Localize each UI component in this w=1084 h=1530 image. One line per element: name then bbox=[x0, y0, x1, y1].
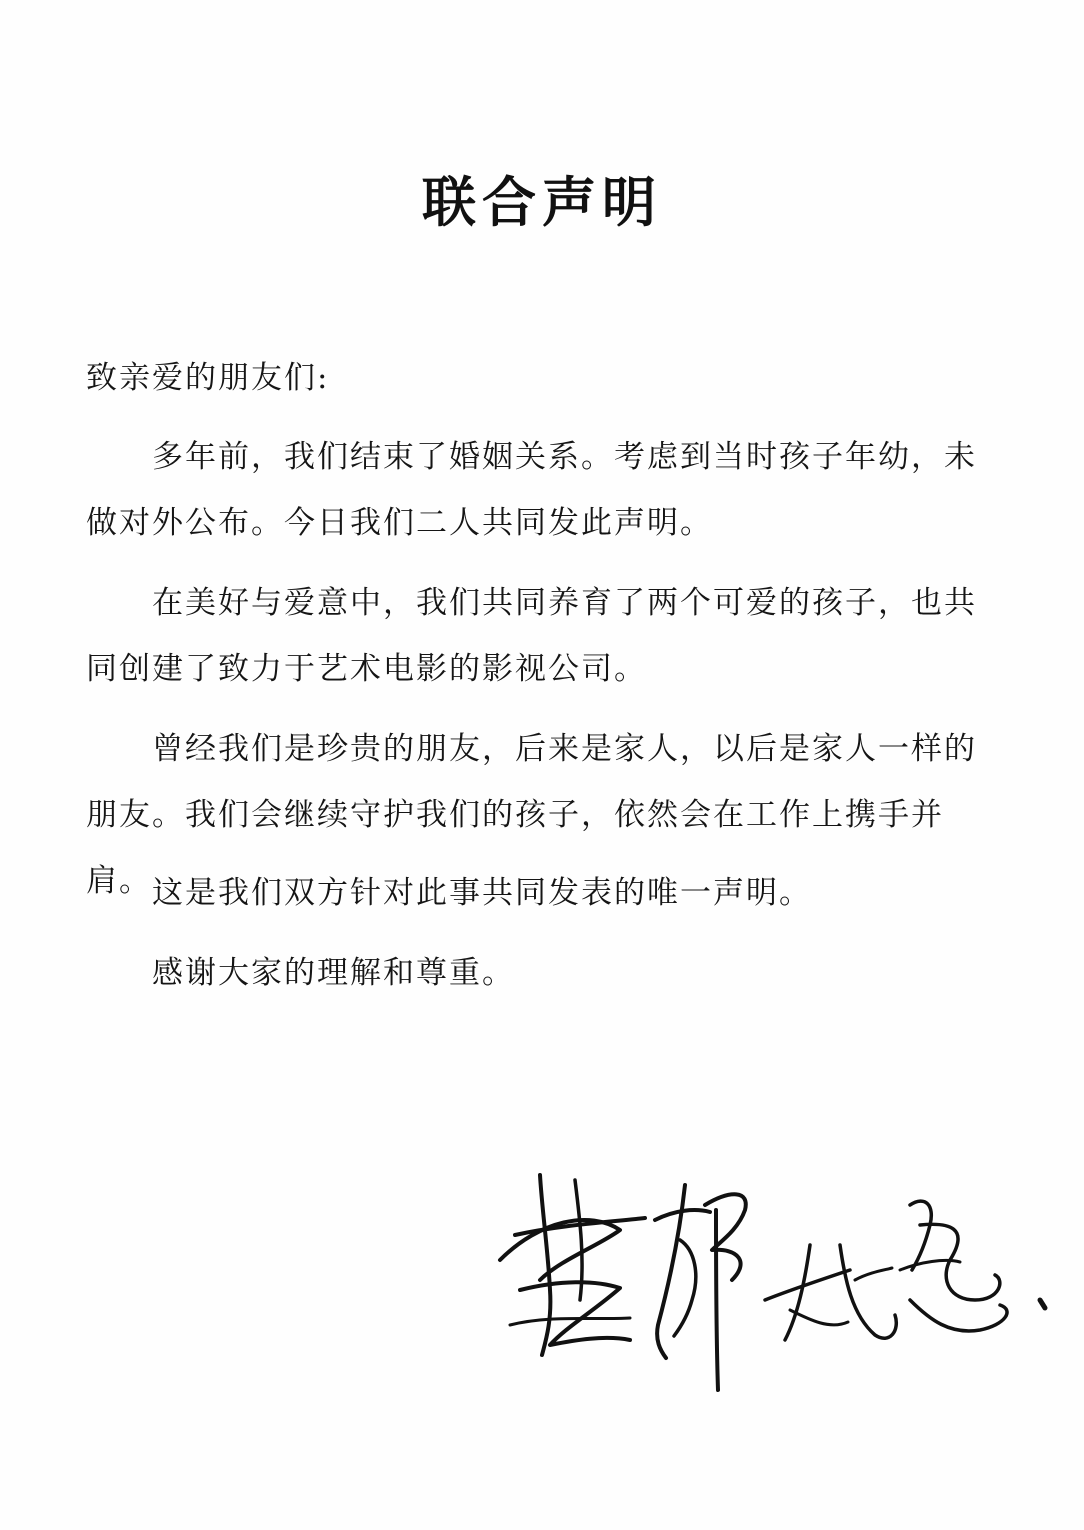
salutation: 致亲爱的朋友们: bbox=[86, 360, 330, 396]
handwritten-signature bbox=[480, 1150, 1070, 1400]
paragraph-5: 感谢大家的理解和尊重。 bbox=[152, 955, 515, 991]
statement-title: 联合声明 bbox=[422, 171, 662, 234]
paragraph-3: 曾经我们是珍贵的朋友，后来是家人，以后是家人一样的朋友。我们会继续守护我们的孩子，依然会在工作上携手并肩。 bbox=[86, 731, 977, 899]
paragraph-1: 多年前，我们结束了婚姻关系。考虑到当时孩子年幼，未做对外公布。今日我们二人共同发此声明。 bbox=[86, 439, 977, 541]
paragraph-2: 在美好与爱意中，我们共同养育了两个可爱的孩子，也共同创建了致力于艺术电影的影视公司。 bbox=[86, 585, 977, 687]
paragraph-4: 这是我们双方针对此事共同发表的唯一声明。 bbox=[152, 875, 812, 911]
